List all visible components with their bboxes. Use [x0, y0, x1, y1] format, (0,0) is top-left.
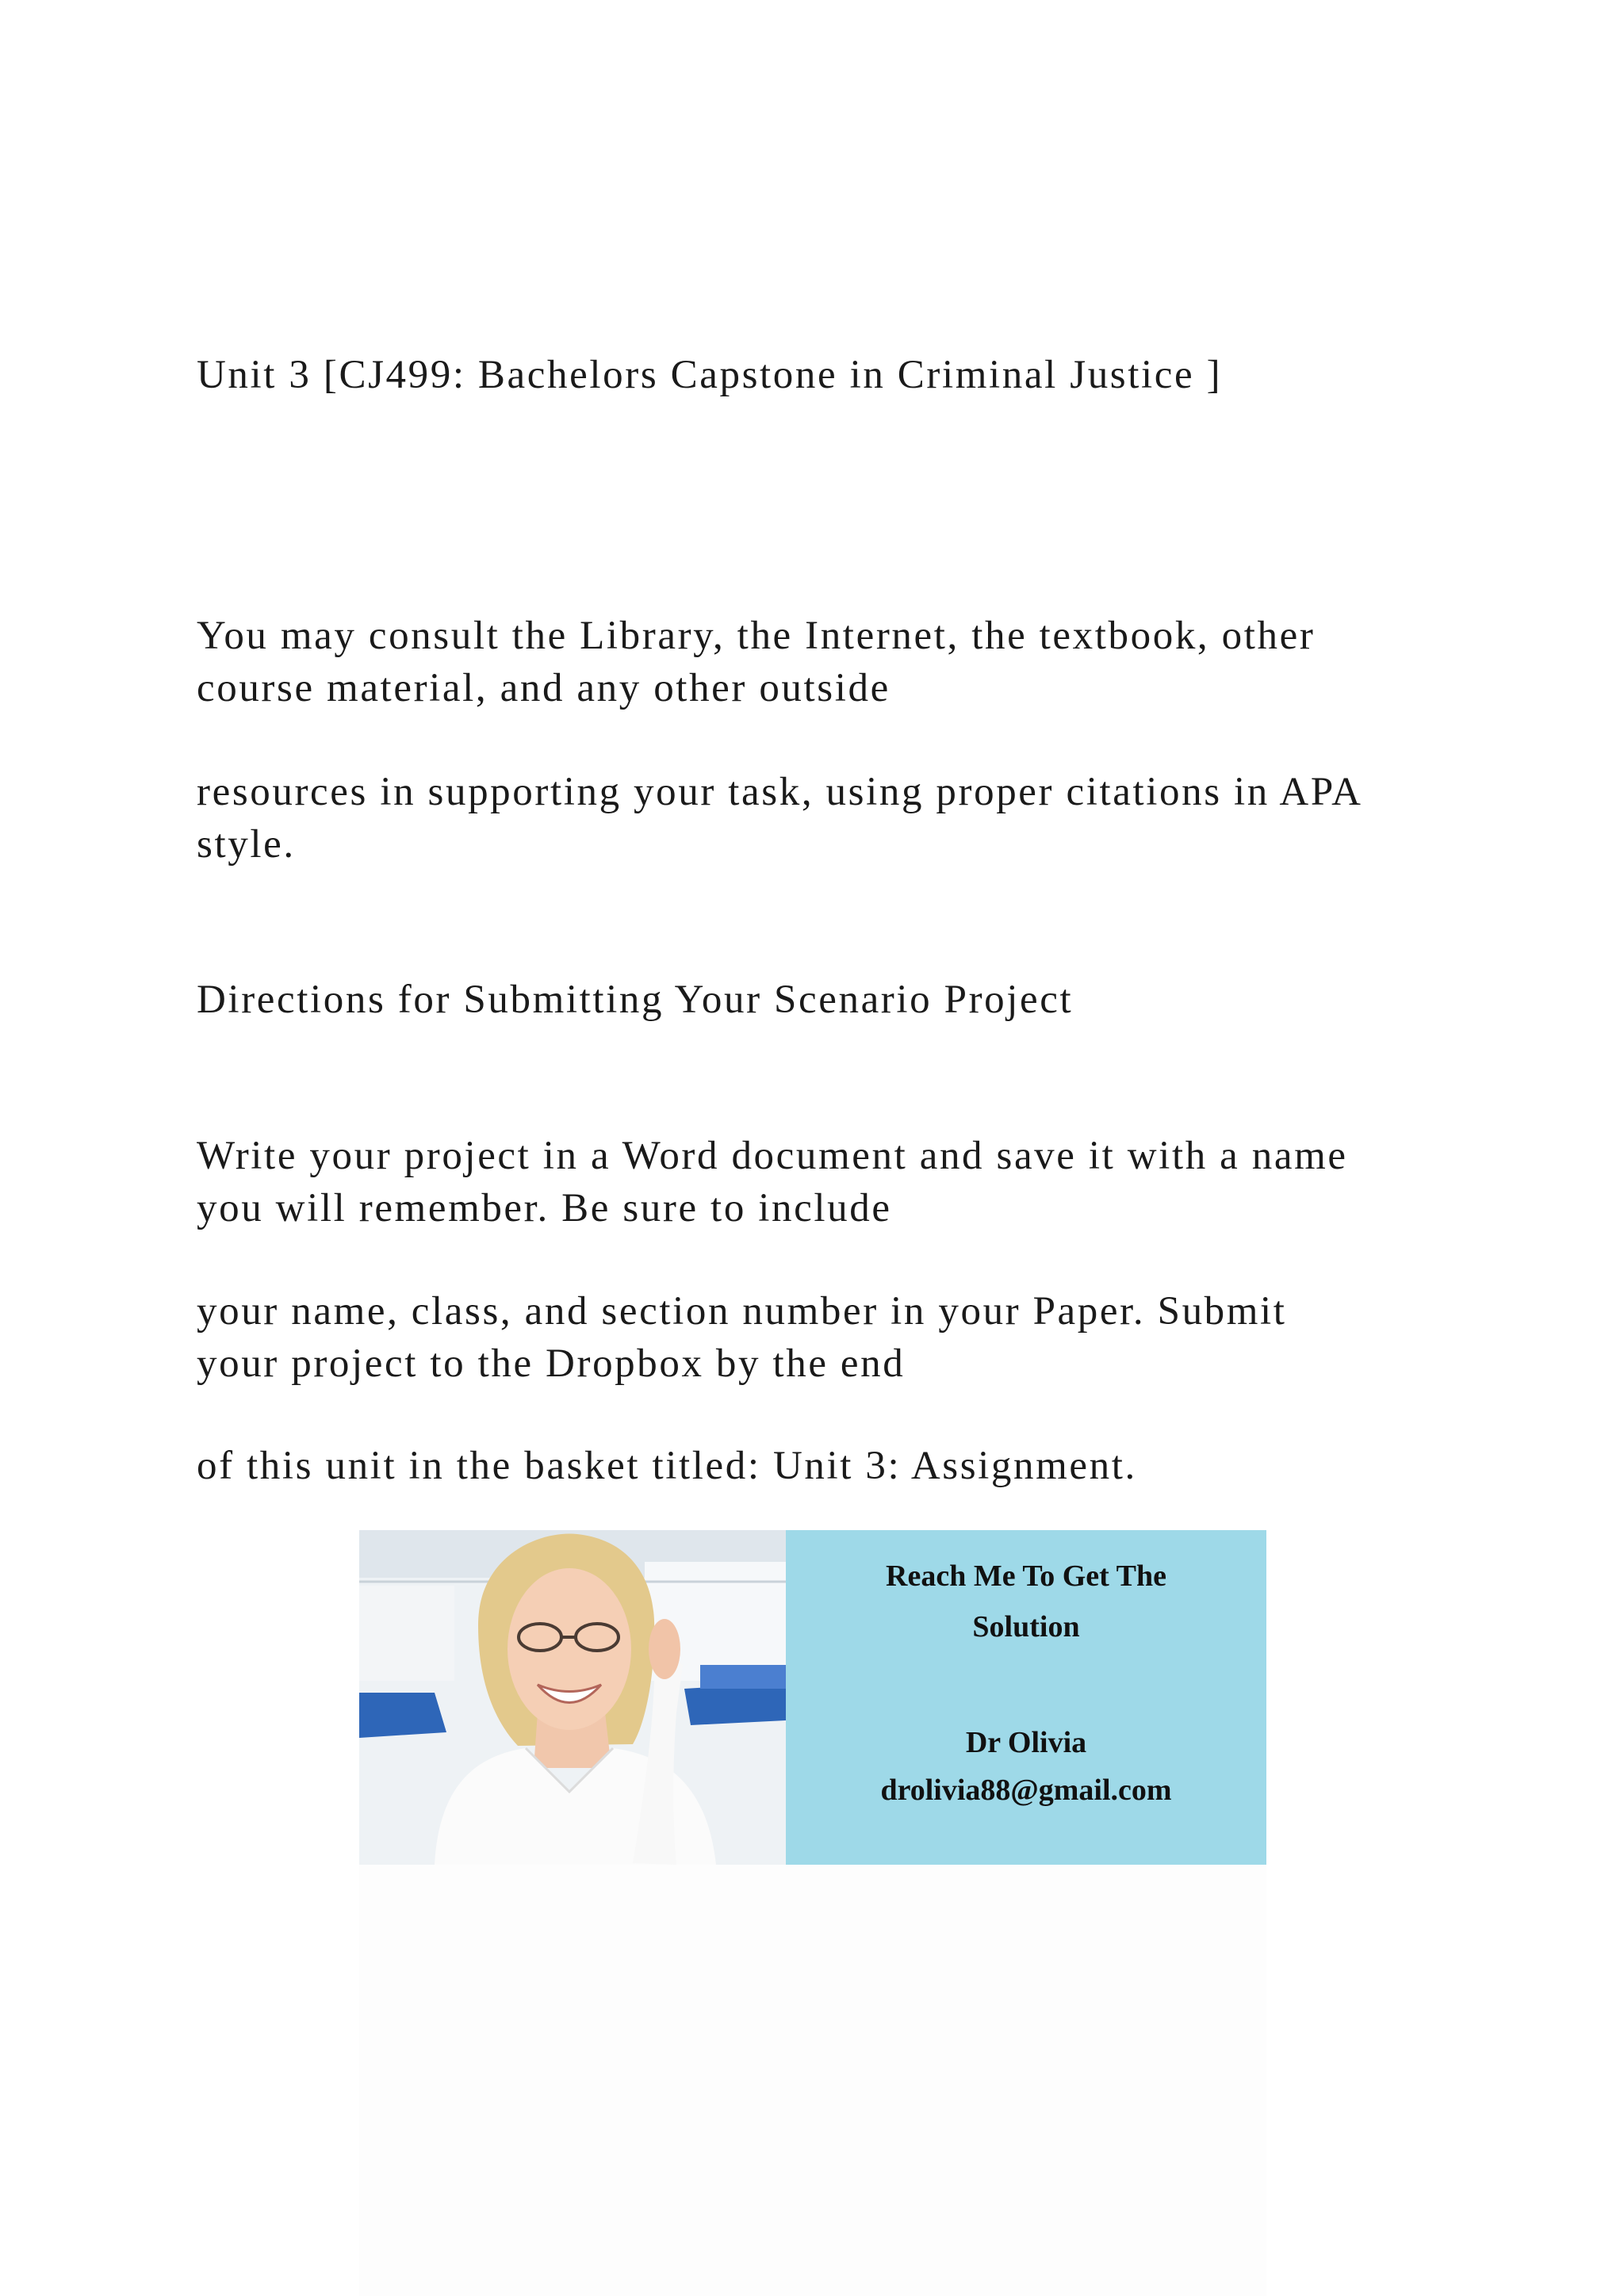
- portrait-photo: [359, 1530, 786, 1865]
- paragraph-write: [197, 1130, 1450, 1234]
- paragraph-line: Write your project in a Word document and save it with a name: [197, 1134, 1348, 1178]
- paragraph-line: course material, and any other outside: [197, 666, 891, 710]
- paragraph-line: resources in supporting your task, using proper citations in APA: [197, 770, 1363, 814]
- contact-email[interactable]: drolivia88@gmail.com: [880, 1774, 1172, 1807]
- banner-headline-2: Solution: [972, 1610, 1080, 1644]
- portrait-illustration: [359, 1530, 786, 1865]
- paragraph-line: you will remember. Be sure to include: [197, 1186, 892, 1230]
- banner-headline: Reach Me To Get The: [886, 1559, 1166, 1593]
- paragraph-basket: of this unit in the basket titled: Unit 3: Assignment.: [197, 1444, 1137, 1488]
- paragraph-line: your name, class, and section number in your Paper. Submit: [197, 1289, 1287, 1334]
- contact-info-panel: [786, 1530, 1266, 1865]
- paragraph-line: style.: [197, 822, 296, 867]
- contact-name: Dr Olivia: [965, 1726, 1087, 1759]
- contact-banner: [359, 1530, 1266, 1865]
- paragraph-line: your project to the Dropbox by the end: [197, 1341, 906, 1386]
- paragraph-submit: [197, 1285, 1450, 1390]
- paragraph-resources: [197, 766, 1450, 871]
- paragraph-line: You may consult the Library, the Internet, the textbook, other: [197, 614, 1316, 658]
- blank-area: [359, 1865, 1266, 2296]
- document-title: Unit 3 [CJ499: Bachelors Capstone in Criminal Justice ]: [197, 353, 1223, 397]
- paragraph-consult: [197, 610, 1450, 714]
- section-heading: Directions for Submitting Your Scenario Project: [197, 978, 1074, 1022]
